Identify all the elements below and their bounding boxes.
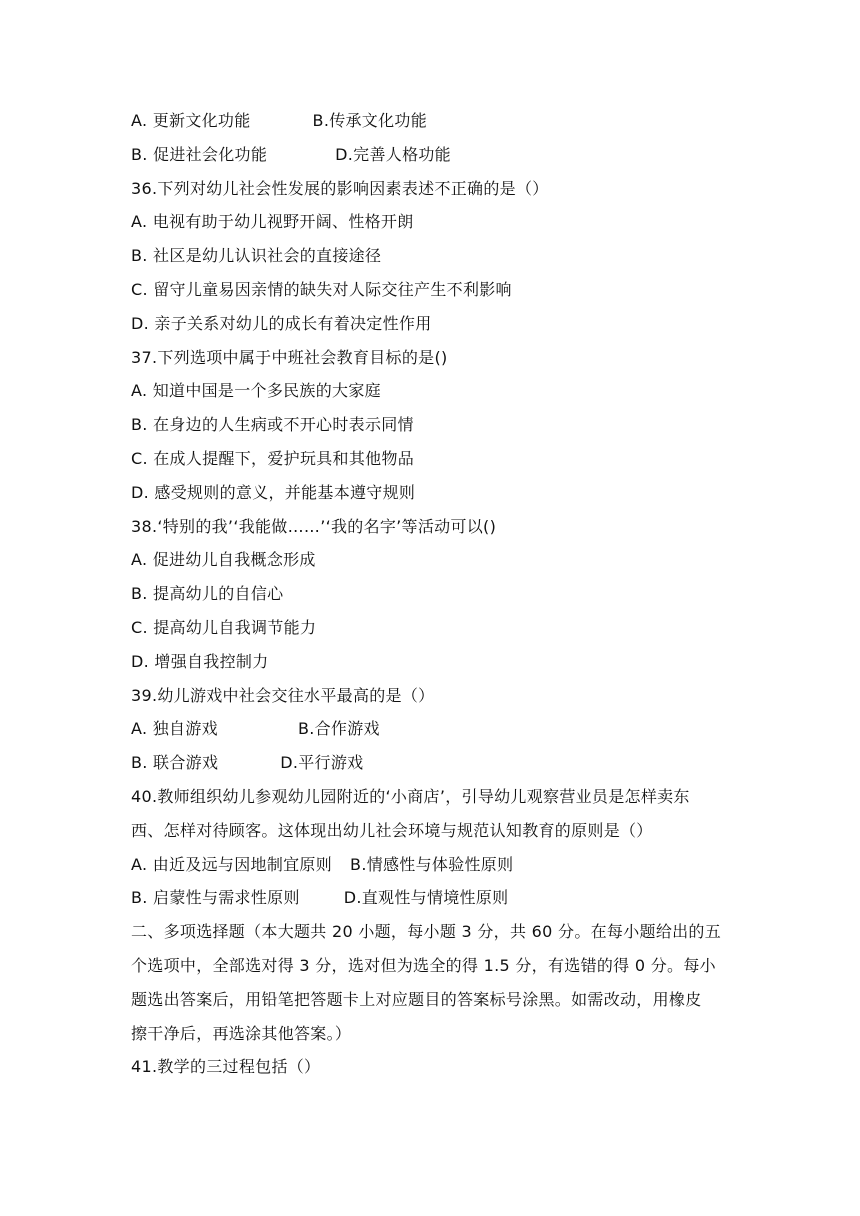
option-text: A. 由近及远与因地制宜原则 — [131, 855, 333, 874]
option-row — [131, 888, 508, 908]
option-text: B. 启蒙性与需求性原则 — [131, 888, 300, 907]
question-text: 38.‘特别的我’‘我能做……’‘我的名字’等活动可以() — [131, 517, 497, 536]
section-instructions: 个选项中，全部选对得 3 分，选对但为选全的得 1.5 分，有选错的得 0 分。每小 — [131, 956, 716, 975]
option-text: A. 促进幼儿自我概念形成 — [131, 550, 316, 569]
option-text: C. 提高幼儿自我调节能力 — [131, 618, 317, 637]
section-instructions: 题选出答案后，用铅笔把答题卡上对应题目的答案标号涂黑。如需改动，用橡皮 — [131, 990, 702, 1009]
option-text: B.情感性与体验性原则 — [350, 855, 514, 874]
option-text: A. 电视有助于幼儿视野开阔、性格开朗 — [131, 212, 414, 231]
question-text-continued: 西、怎样对待顾客。这体现出幼儿社会环境与规范认知教育的原则是（） — [131, 821, 653, 840]
question-text: 39.幼儿游戏中社会交往水平最高的是（） — [131, 686, 435, 705]
option-text: D. 感受规则的意义，并能基本遵守规则 — [131, 483, 416, 502]
option-row — [131, 855, 513, 875]
option-row — [131, 753, 363, 773]
option-text: B. 在身边的人生病或不开心时表示同情 — [131, 415, 414, 434]
option-text: D.平行游戏 — [280, 753, 364, 772]
option-text: B. 社区是幼儿认识社会的直接途径 — [131, 246, 382, 265]
question-text: 41.教学的三过程包括（） — [131, 1057, 321, 1076]
option-text: A. 独自游戏 — [131, 719, 218, 738]
section-heading: 二、多项选择题（本大题共 20 小题，每小题 3 分，共 60 分。在每小题给出的五 — [131, 922, 722, 941]
option-row — [131, 719, 380, 739]
option-text: B. 联合游戏 — [131, 753, 219, 772]
option-text: B. 提高幼儿的自信心 — [131, 584, 284, 603]
option-text: D.完善人格功能 — [335, 145, 451, 164]
option-text: B.合作游戏 — [297, 719, 380, 738]
question-text: 40.教师组织幼儿参观幼儿园附近的‘小商店’，引导幼儿观察营业员是怎样卖东 — [131, 787, 690, 806]
option-text: D. 增强自我控制力 — [131, 652, 269, 671]
option-text: A. 更新文化功能 — [131, 111, 251, 130]
option-row — [131, 111, 427, 131]
option-text: B. 促进社会化功能 — [131, 145, 268, 164]
section-instructions: 擦干净后，再选涂其他答案。） — [131, 1024, 352, 1043]
option-text: B.传承文化功能 — [312, 111, 428, 130]
question-text: 36.下列对幼儿社会性发展的影响因素表述不正确的是（） — [131, 179, 549, 198]
option-text: D. 亲子关系对幼儿的成长有着决定性作用 — [131, 314, 432, 333]
question-text: 37.下列选项中属于中班社会教育目标的是() — [131, 348, 448, 367]
option-text: C. 留守儿童易因亲情的缺失对人际交往产生不利影响 — [131, 280, 512, 299]
option-row — [131, 145, 451, 165]
option-text: C. 在成人提醒下，爱护玩具和其他物品 — [131, 449, 415, 468]
option-text: D.直观性与情境性原则 — [343, 888, 509, 907]
option-text: A. 知道中国是一个多民族的大家庭 — [131, 381, 381, 400]
